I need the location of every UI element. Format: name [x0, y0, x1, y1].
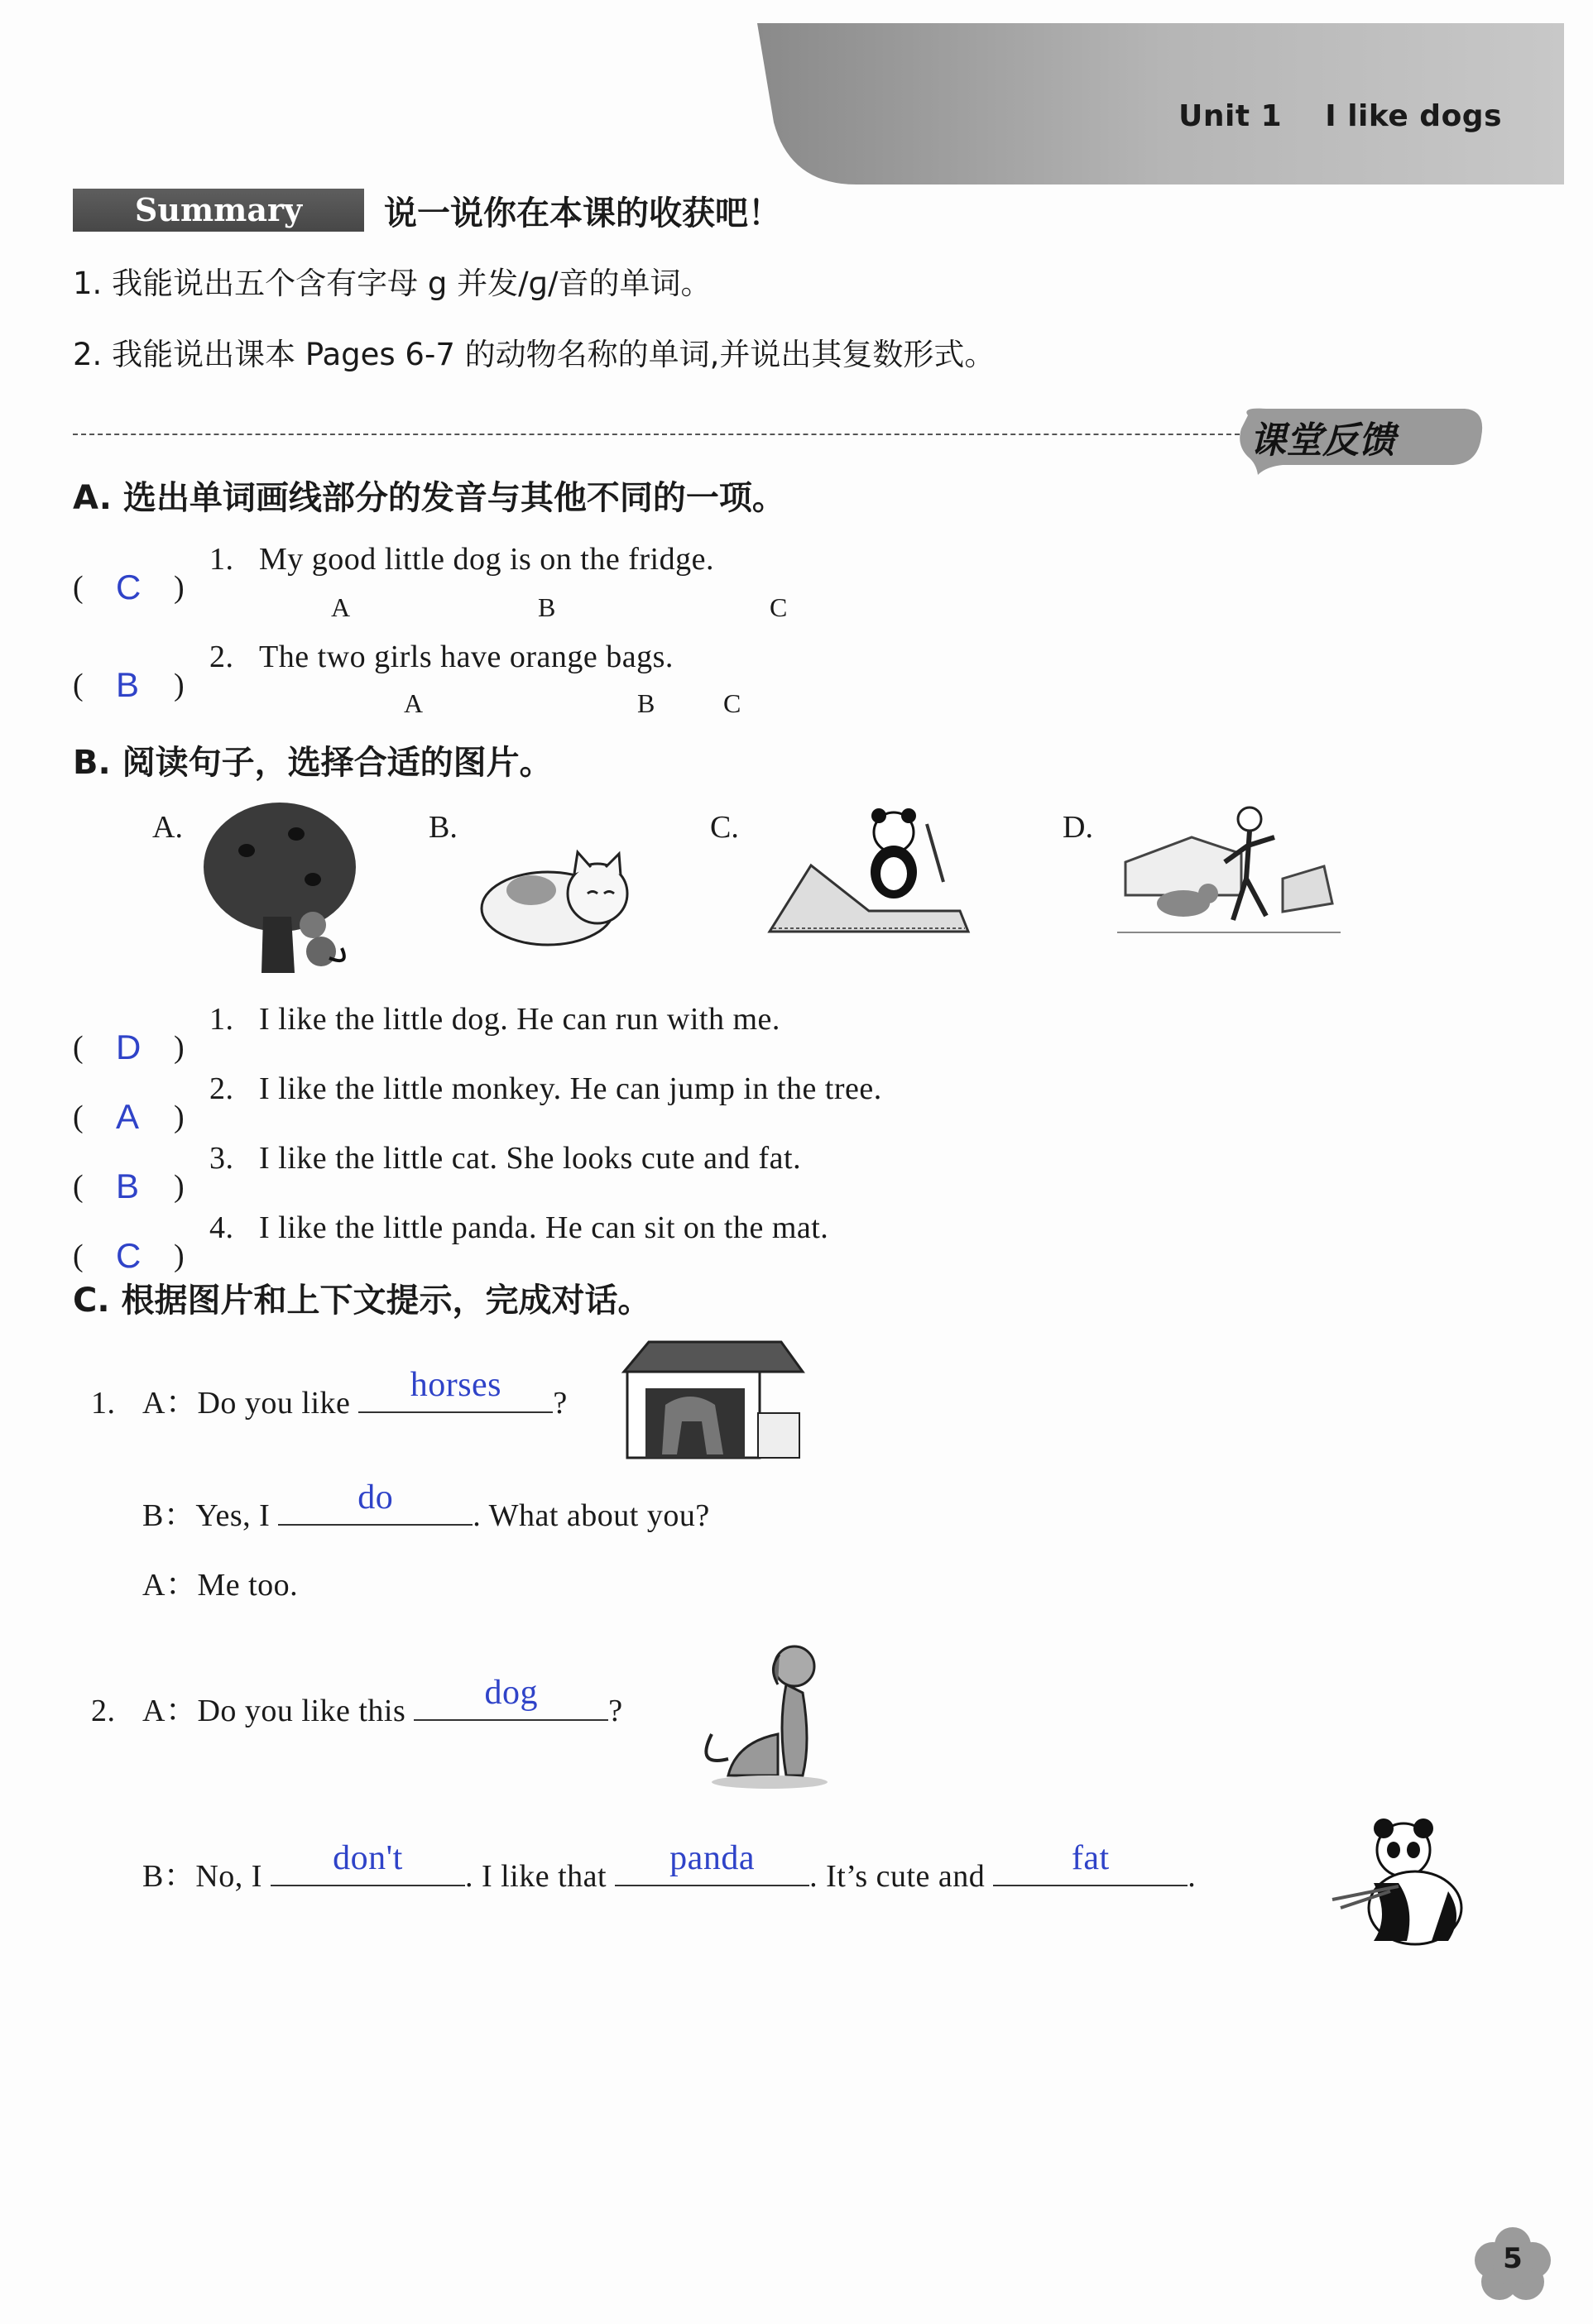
filled-answer: fat	[1071, 1839, 1110, 1877]
question-sentence: The two girls have orange bags.	[259, 640, 674, 674]
monkey-tree-icon	[197, 801, 362, 975]
question-sentence: My good little dog is on the fridge.	[259, 542, 714, 577]
option-letter-b: B	[637, 688, 655, 718]
section-b-question-1: ( D ) 1. I like the little dog. He can run with me.	[73, 1002, 780, 1066]
picture-label-d: D.	[1063, 810, 1093, 845]
picture-label-a: A.	[152, 810, 183, 845]
filled-answer: dog	[484, 1674, 539, 1712]
answer-text: A	[116, 1097, 140, 1136]
filled-answer: do	[357, 1478, 394, 1517]
option-letter-a: A	[404, 688, 424, 718]
answer-blank	[271, 1839, 465, 1886]
section-divider	[73, 434, 1248, 435]
dialog-2-line-a1: 2. A：Do you like this dog ?	[91, 1674, 623, 1728]
option-letter-b: B	[538, 592, 556, 622]
dog-icon	[687, 1643, 836, 1792]
panda-mat-icon	[761, 807, 985, 940]
summary-heading: 说一说你在本课的收获吧！	[384, 194, 781, 232]
section-b-question-2: ( A ) 2. I like the little monkey. He can jump in the tree.	[73, 1071, 882, 1136]
panda-icon	[1324, 1817, 1473, 1949]
answer-blank	[278, 1478, 473, 1526]
answer-blank	[993, 1839, 1188, 1886]
section-b-question-3: ( B ) 3. I like the little cat. She looks cute and fat.	[73, 1141, 802, 1205]
picture-label-c: C.	[710, 810, 739, 845]
boy-dog-running-icon	[1117, 804, 1341, 945]
option-letter-a: A	[331, 592, 351, 622]
answer-text: B	[116, 665, 140, 704]
summary-label-bar	[73, 189, 364, 232]
dialog-1-line-a2: A：Me too.	[142, 1568, 299, 1603]
answer-text: D	[116, 1028, 142, 1066]
section-a-question-1: ( C ) 1. My good little dog is on the fridge.	[73, 542, 714, 606]
dialog-1-line-a1: 1. A：Do you like horses ?	[91, 1366, 568, 1421]
section-b-question-4: ( C ) 4. I like the little panda. He can sit on the mat.	[73, 1210, 829, 1275]
feedback-badge	[1233, 404, 1490, 480]
summary-label: Summary	[134, 191, 303, 228]
answer-blank	[414, 1674, 608, 1721]
question-sentence: I like the little monkey. He can jump in the tree.	[259, 1071, 882, 1106]
question-sentence: I like the little cat. She looks cute and fat.	[259, 1141, 802, 1176]
filled-answer: horses	[410, 1366, 502, 1404]
answer-text: C	[116, 1236, 142, 1275]
cat-icon	[473, 842, 639, 950]
section-a-heading: A. 选出单词画线部分的发音与其他不同的一项。	[73, 479, 785, 517]
section-c-heading: C. 根据图片和上下文提示，完成对话。	[73, 1282, 651, 1320]
answer-text: B	[116, 1167, 140, 1205]
unit-title: Unit 1 I like dogs	[1178, 99, 1502, 133]
horse-stable-icon	[616, 1339, 806, 1463]
dialog-2-line-b1: B：No, I don't . I like that panda . It’s cute and fat .	[142, 1839, 1197, 1894]
option-letter-c: C	[770, 592, 788, 622]
answer-blank	[358, 1366, 553, 1413]
feedback-badge-text: 课堂反馈	[1250, 419, 1395, 462]
summary-line-2: 2. 我能说出课本 Pages 6-7 的动物名称的单词,并说出其复数形式。	[73, 337, 996, 372]
filled-answer: panda	[669, 1839, 755, 1877]
picture-label-b: B.	[429, 810, 458, 845]
page-number: 5	[1503, 2242, 1523, 2275]
answer-text: C	[116, 568, 142, 606]
question-sentence: I like the little panda. He can sit on the mat.	[259, 1210, 829, 1245]
summary-line-1: 1. 我能说出五个含有字母 g 并发/ɡ/音的单词。	[73, 266, 712, 301]
question-sentence: I like the little dog. He can run with me.	[259, 1002, 780, 1037]
section-b-heading: B. 阅读句子，选择合适的图片。	[73, 744, 553, 782]
section-a-question-2: ( B ) 2. The two girls have orange bags.	[73, 640, 674, 704]
filled-answer: don't	[333, 1839, 403, 1877]
dialog-1-line-b1: B：Yes, I do . What about you?	[142, 1478, 710, 1533]
option-letter-c: C	[723, 688, 741, 718]
answer-blank	[615, 1839, 809, 1886]
